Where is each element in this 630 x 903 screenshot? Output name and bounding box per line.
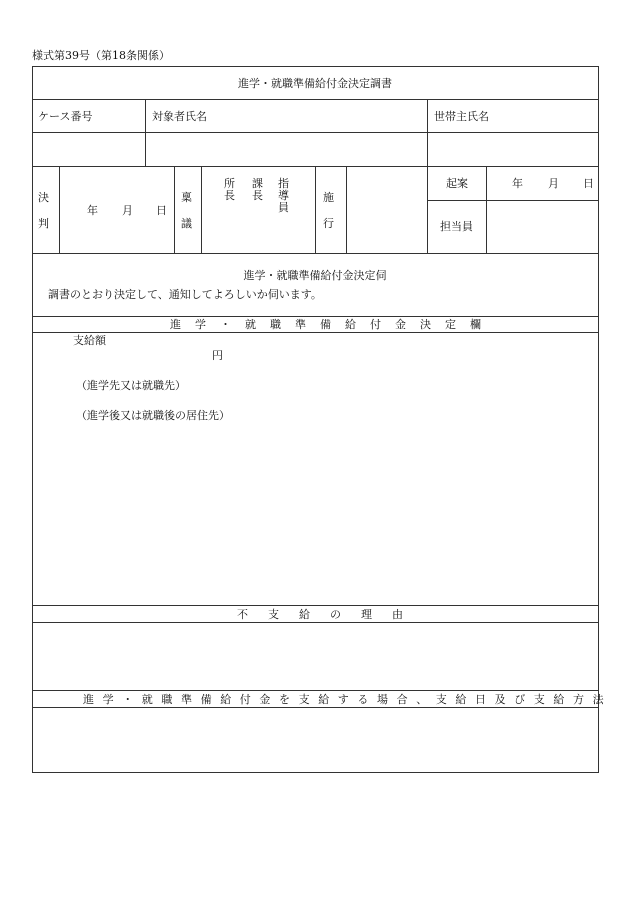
rule-method-header-bottom <box>32 707 599 708</box>
drafted-month: 月 <box>548 177 559 190</box>
enforce-label-char1: 施 <box>323 191 334 204</box>
subject-name-label: 対象者氏名 <box>152 110 207 123</box>
supervisor-title-line2: 導 <box>278 189 289 202</box>
amount-label: 支給額 <box>73 334 106 347</box>
household-head-label: 世帯主氏名 <box>434 110 489 123</box>
decision-year: 年 <box>87 204 98 217</box>
decision-day: 日 <box>156 204 167 217</box>
decision-month: 月 <box>122 204 133 217</box>
supervisor-title-line1: 指 <box>278 177 289 190</box>
rule-drafted-bottom <box>427 200 599 201</box>
inquiry-title: 進学・就職準備給付金決定伺 <box>243 269 387 282</box>
non-payment-header: 不支給の理由 <box>237 608 423 621</box>
rule-inquiry-bottom <box>32 316 599 317</box>
payment-method-header: 進学・就職準備給付金を支給する場合、支給日及び支給方法 <box>83 693 613 706</box>
drafted-label: 起案 <box>446 177 468 190</box>
staff-label: 担当員 <box>440 220 473 233</box>
residence-label: （進学後又は就職後の居住先） <box>76 409 230 422</box>
proposal-label-char2: 議 <box>181 217 192 230</box>
col-subject-right <box>427 99 428 253</box>
decision-label-char2: 判 <box>38 217 49 230</box>
rule-decision-header-bottom <box>32 332 599 333</box>
document-title: 進学・就職準備給付金決定調書 <box>238 77 392 90</box>
drafted-day: 日 <box>583 177 594 190</box>
col-stamps-right <box>315 166 316 253</box>
drafted-year: 年 <box>512 177 523 190</box>
col-drafted-label-right <box>486 166 487 253</box>
director-title-line1: 所 <box>224 177 235 190</box>
rule-approval-bottom <box>32 253 599 254</box>
case-number-label: ケース番号 <box>38 110 93 123</box>
section-chief-title-line2: 長 <box>252 189 263 202</box>
section-chief-title-line1: 課 <box>252 177 263 190</box>
decision-label-char1: 決 <box>38 191 49 204</box>
proposal-label-char1: 稟 <box>181 191 192 204</box>
col-decision-label-right <box>59 166 60 253</box>
rule-decision-bottom <box>32 605 599 606</box>
col-decision-date-right <box>174 166 175 253</box>
inquiry-text: 調書のとおり決定して、通知してよろしいか伺います。 <box>48 288 322 301</box>
col-enforce-label-right <box>346 166 347 253</box>
decision-section-header: 進学・就職準備給付金決定欄 <box>170 318 495 331</box>
rule-nonpay-header-bottom <box>32 622 599 623</box>
rule-nonpay-bottom <box>32 690 599 691</box>
rule-title-bottom <box>32 99 599 100</box>
enforce-label-char2: 行 <box>323 217 334 230</box>
yen-unit: 円 <box>212 349 223 362</box>
col-proposal-label-right <box>201 166 202 253</box>
destination-label: （進学先又は就職先） <box>76 379 186 392</box>
rule-header-bottom <box>32 132 599 133</box>
col-case-right <box>145 99 146 166</box>
form-number: 様式第39号（第18条関係） <box>32 49 170 62</box>
supervisor-title-line3: 員 <box>278 201 289 214</box>
director-title-line2: 長 <box>224 189 235 202</box>
